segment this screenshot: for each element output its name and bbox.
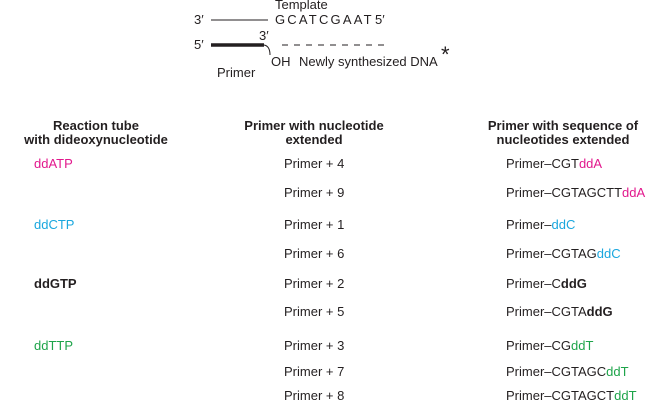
sequence-extended	[506, 247, 621, 261]
header-sequence-extended-line1: Primer with sequence of	[487, 118, 639, 133]
terminator: ddT	[614, 388, 637, 403]
sequence-extended	[506, 365, 629, 379]
header-primer-extended-line1: Primer with nucleotide	[244, 118, 384, 133]
terminator: ddT	[606, 364, 629, 379]
extended-count: Primer + 9	[284, 185, 345, 200]
extended-count: Primer + 1	[284, 217, 345, 232]
sequence-prefix: Primer–	[506, 217, 552, 232]
primer-3prime-hook	[264, 45, 270, 55]
header-sequence-extended	[478, 119, 648, 147]
sequence-extended	[506, 339, 593, 353]
sequence-prefix: Primer–CG	[506, 338, 572, 353]
sequence-prefix: Primer–CGTAGC	[506, 364, 607, 379]
extended-count: Primer + 8	[284, 388, 345, 403]
sequence-extended	[506, 305, 613, 319]
asterisk-symbol: *	[441, 42, 450, 67]
extended-count: Primer + 6	[284, 246, 345, 261]
tube-ddatp: ddATP	[34, 156, 73, 171]
sequence-prefix: Primer–CGTAGCT	[506, 388, 615, 403]
sequence-prefix: Primer–C	[506, 276, 561, 291]
extended-count: Primer + 2	[284, 276, 345, 291]
sequence-extended	[506, 277, 587, 291]
oh-label: OH	[271, 54, 291, 69]
terminator: ddG	[586, 304, 613, 319]
terminator: ddT	[571, 338, 594, 353]
header-reaction-tube	[20, 119, 172, 147]
sequence-extended	[506, 389, 637, 403]
extended-count: Primer + 7	[284, 364, 345, 379]
new-dna-label: Newly synthesized DNA	[299, 54, 438, 69]
sequence-extended	[506, 218, 575, 232]
sequence-prefix: Primer–CGTA	[506, 304, 587, 319]
terminator: ddC	[551, 217, 576, 232]
extended-count: Primer + 4	[284, 156, 345, 171]
sequence-prefix: Primer–CGT	[506, 156, 579, 171]
terminator: ddG	[560, 276, 587, 291]
primer-5prime-label: 5′	[194, 37, 204, 52]
terminator: ddC	[596, 246, 621, 261]
sequence-extended	[506, 186, 645, 200]
template-sequence: GCATCGAAT	[275, 12, 374, 27]
tube-ddgtp: ddGTP	[34, 276, 77, 291]
header-primer-extended	[226, 119, 402, 147]
sequence-prefix: Primer–CGTAGCTT	[506, 185, 623, 200]
template-5prime-label: 5′	[375, 12, 385, 27]
primer-3prime-label: 3′	[259, 28, 269, 43]
template-label: Template	[275, 0, 328, 12]
sequence-prefix: Primer–CGTAG	[506, 246, 597, 261]
sequence-extended	[506, 157, 602, 171]
extended-count: Primer + 5	[284, 304, 345, 319]
header-reaction-tube-line2: with dideoxynucleotide	[24, 132, 168, 147]
template-3prime-label: 3′	[194, 12, 204, 27]
terminator: ddA	[622, 185, 646, 200]
header-primer-extended-line2: extended	[285, 132, 343, 147]
terminator: ddA	[578, 156, 603, 171]
tube-ddctp: ddCTP	[34, 217, 75, 232]
header-reaction-tube-line1: Reaction tube	[53, 118, 139, 133]
header-sequence-extended-line2: nucleotides extended	[496, 132, 630, 147]
tube-ddttp: ddTTP	[34, 338, 74, 353]
primer-label: Primer	[217, 65, 256, 80]
extended-count: Primer + 3	[284, 338, 345, 353]
